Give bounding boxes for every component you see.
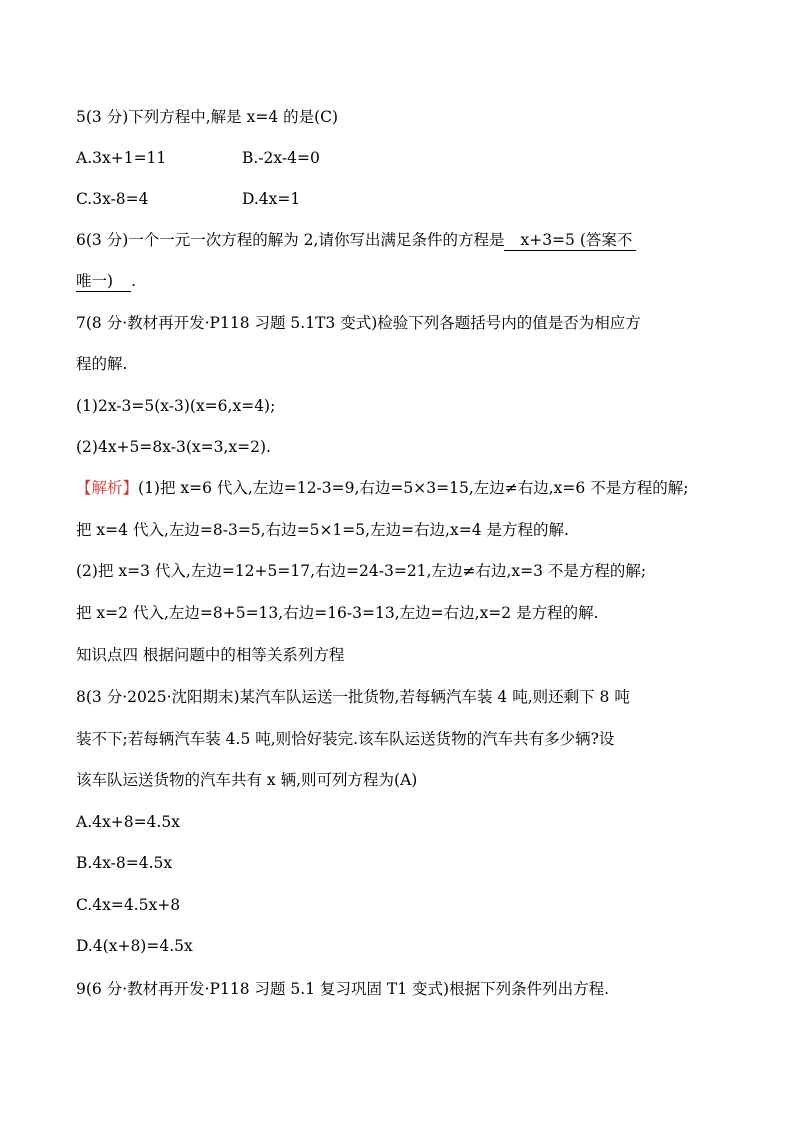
q8-option-a: A.4x+8=4.5x (76, 813, 180, 831)
q8-option-b: B.4x-8=4.5x (76, 854, 173, 872)
q6-answer-part-1: x+3=5 (答案不 (504, 230, 636, 251)
q6-line-1 (76, 229, 636, 251)
q6-answer-part-2: 唯一) (76, 271, 131, 292)
q7-stem-line-1: 7(8 分·教材再开发·P118 习题 5.1T3 变式)检验下列各题括号内的值是否为相应方 (76, 314, 641, 332)
q9-stem: 9(6 分·教材再开发·P118 习题 5.1 复习巩固 T1 变式)根据下列条件列出方程. (76, 980, 610, 998)
section-heading: 知识点四 根据问题中的相等关系列方程 (76, 646, 345, 664)
q6-end-period: . (131, 272, 136, 290)
q6-stem: 6(3 分)一个一元一次方程的解为 2,请你写出满足条件的方程是 (76, 231, 505, 249)
q7-subquestion-1: (1)2x-3=5(x-3)(x=6,x=4); (76, 397, 276, 415)
q8-option-c: C.4x=4.5x+8 (76, 896, 181, 914)
q7-analysis-line-2: 把 x=4 代入,左边=8-3=5,右边=5×1=5,左边=右边,x=4 是方程的解. (76, 521, 569, 539)
q8-option-d: D.4(x+8)=4.5x (76, 937, 193, 955)
q8-stem-line-1: 8(3 分·2025·沈阳期末)某汽车队运送一批货物,若每辆汽车装 4 吨,则还剩下 8 吨 (76, 688, 630, 706)
q8-stem-line-2: 装不下;若每辆汽车装 4.5 吨,则恰好装完.该车队运送货物的汽车共有多少辆?设 (76, 730, 615, 748)
q7-analysis-line-1 (76, 477, 688, 499)
q7-analysis-line-4: 把 x=2 代入,左边=8+5=13,右边=16-3=13,左边=右边,x=2 是方程的解. (76, 604, 599, 622)
q5-option-b: B.-2x-4=0 (242, 149, 320, 167)
q5-option-c: C.3x-8=4 (76, 190, 149, 208)
q5-stem: 5(3 分)下列方程中,解是 x=4 的是(C) (76, 108, 339, 126)
q5-option-a: A.3x+1=11 (76, 149, 167, 167)
q5-option-d: D.4x=1 (242, 190, 301, 208)
q6-line-2 (76, 270, 136, 292)
q7-subquestion-2: (2)4x+5=8x-3(x=3,x=2). (76, 438, 271, 456)
q7-analysis-text-1: (1)把 x=6 代入,左边=12-3=9,右边=5×3=15,左边≠右边,x=6 不是方程的解; (138, 479, 689, 497)
q7-stem-line-2: 程的解. (76, 355, 128, 373)
q7-analysis-line-3: (2)把 x=3 代入,左边=12+5=17,右边=24-3=21,左边≠右边,x=3 不是方程的解; (76, 562, 647, 580)
analysis-tag: 【解析】 (76, 479, 139, 497)
q8-stem-line-3: 该车队运送货物的汽车共有 x 辆,则可列方程为(A) (76, 771, 418, 789)
